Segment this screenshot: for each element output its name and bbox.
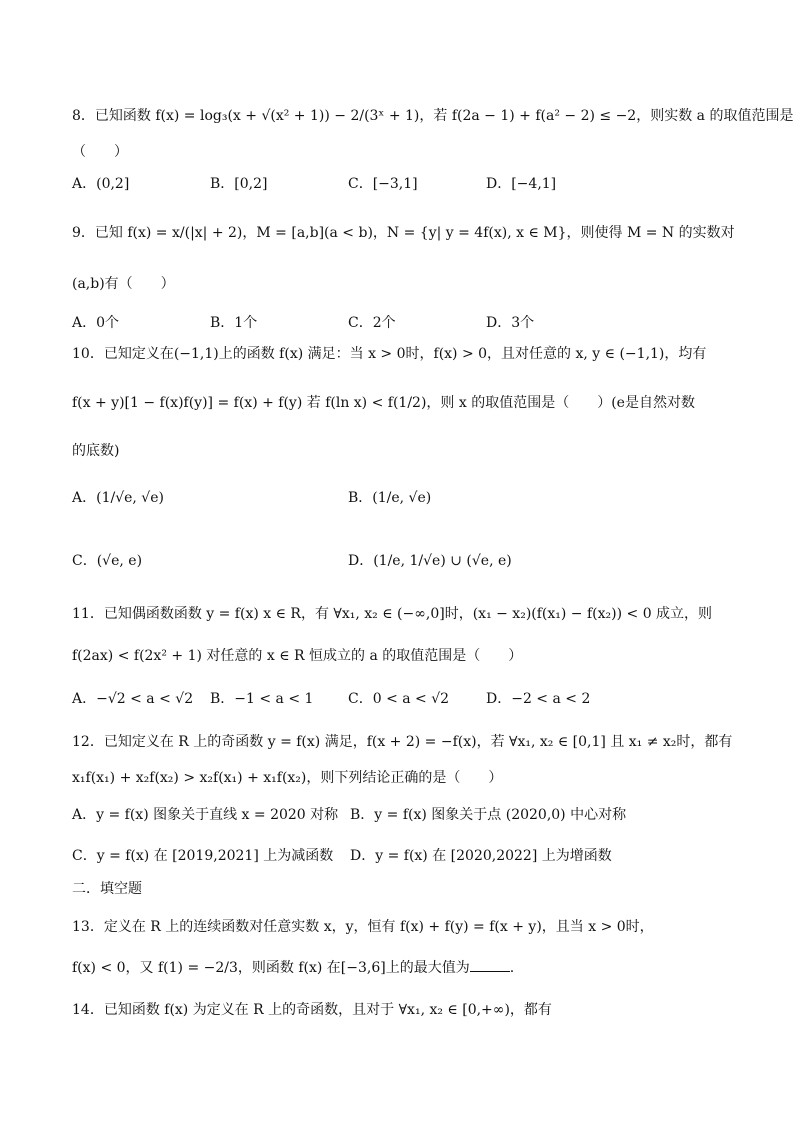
q9-option-d: D．3个	[486, 315, 535, 331]
q12-stem-2: x₁f(x₁) + x₂f(x₂) > x₂f(x₁) + x₁f(x₂)，则下列结论正确的是（ ）	[72, 770, 503, 786]
q14-stem: 14．已知函数 f(x) 为定义在 R 上的奇函数，且对于 ∀x₁, x₂ ∈ [0,+∞)，都有	[72, 1002, 552, 1018]
q9-option-a: A．0个	[72, 315, 120, 331]
q8-stem: 8．已知函数 f(x) = log₃(x + √(x² + 1)) − 2/(3ˣ + 1)，若 f(2a − 1) + f(a² − 2) ≤ −2，则实数 a 的取值范围是	[72, 108, 794, 124]
q12-stem: 12．已知定义在 R 上的奇函数 y = f(x) 满足，f(x + 2) = −f(x)，若 ∀x₁, x₂ ∈ [0,1] 且 x₁ ≠ x₂时，都有	[72, 734, 733, 750]
q9-stem-2: (a,b)有（ ）	[72, 276, 175, 292]
q8-option-b: B．[0,2]	[210, 176, 268, 192]
answer-blank[interactable]	[470, 957, 510, 972]
q8-option-a: A．(0,2]	[72, 176, 130, 192]
q12-option-a: A．y = f(x) 图象关于直线 x = 2020 对称	[72, 807, 339, 823]
q10-stem-2: f(x + y)[1 − f(x)f(y)] = f(x) + f(y) 若 f(ln x) < f(1/2)，则 x 的取值范围是（ ）(e是自然对数	[72, 395, 695, 411]
q11-option-a: A．−√2 < a < √2	[72, 691, 194, 707]
q9-option-c: C．2个	[348, 315, 396, 331]
q11-option-c: C．0 < a < √2	[348, 691, 450, 707]
q11-stem: 11．已知偶函数函数 y = f(x) x ∈ R，有 ∀x₁, x₂ ∈ (−∞,0]时，(x₁ − x₂)(f(x₁) − f(x₂)) < 0 成立，则	[72, 606, 713, 622]
q10-stem-3: 的底数)	[72, 443, 120, 459]
q13-end: .	[509, 960, 515, 976]
q9-stem: 9．已知 f(x) = x/(|x| + 2)，M = [a,b](a < b)，N = {y| y = 4f(x), x ∈ M}，则使得 M = N 的实数对	[72, 225, 735, 241]
section-title-fill-in: 二．填空题	[72, 881, 142, 897]
q8-paren: （ ）	[72, 144, 128, 160]
q11-stem-2: f(2ax) < f(2x² + 1) 对任意的 x ∈ R 恒成立的 a 的取值范围是（ ）	[72, 648, 523, 664]
q10-option-d: D．(1/e, 1/√e) ∪ (√e, e)	[348, 553, 512, 569]
q12-option-d: D．y = f(x) 在 [2020,2022] 上为增函数	[350, 848, 612, 864]
q10-option-b: B．(1/e, √e)	[348, 490, 432, 506]
q8-option-d: D．[−4,1]	[486, 176, 557, 192]
q10-option-a: A．(1/√e, √e)	[72, 490, 164, 506]
q13-stem-2: f(x) < 0，又 f(1) = −2/3，则函数 f(x) 在[−3,6]上的最大值为	[72, 960, 470, 976]
q8-option-c: C．[−3,1]	[348, 176, 418, 192]
q10-stem: 10．已知定义在(−1,1)上的函数 f(x) 满足：当 x > 0时，f(x) > 0，且对任意的 x, y ∈ (−1,1)，均有	[72, 346, 707, 362]
q11-option-d: D．−2 < a < 2	[486, 691, 591, 707]
q9-option-b: B．1个	[210, 315, 258, 331]
q12-option-b: B．y = f(x) 图象关于点 (2020,0) 中心对称	[350, 807, 627, 823]
q12-option-c: C．y = f(x) 在 [2019,2021] 上为减函数	[72, 848, 334, 864]
q11-option-b: B．−1 < a < 1	[210, 691, 314, 707]
q13-stem-2-line	[72, 957, 514, 978]
q13-stem: 13．定义在 R 上的连续函数对任意实数 x，y，恒有 f(x) + f(y) = f(x + y)，且当 x > 0时，	[72, 919, 654, 935]
q10-option-c: C．(√e, e)	[72, 553, 143, 569]
